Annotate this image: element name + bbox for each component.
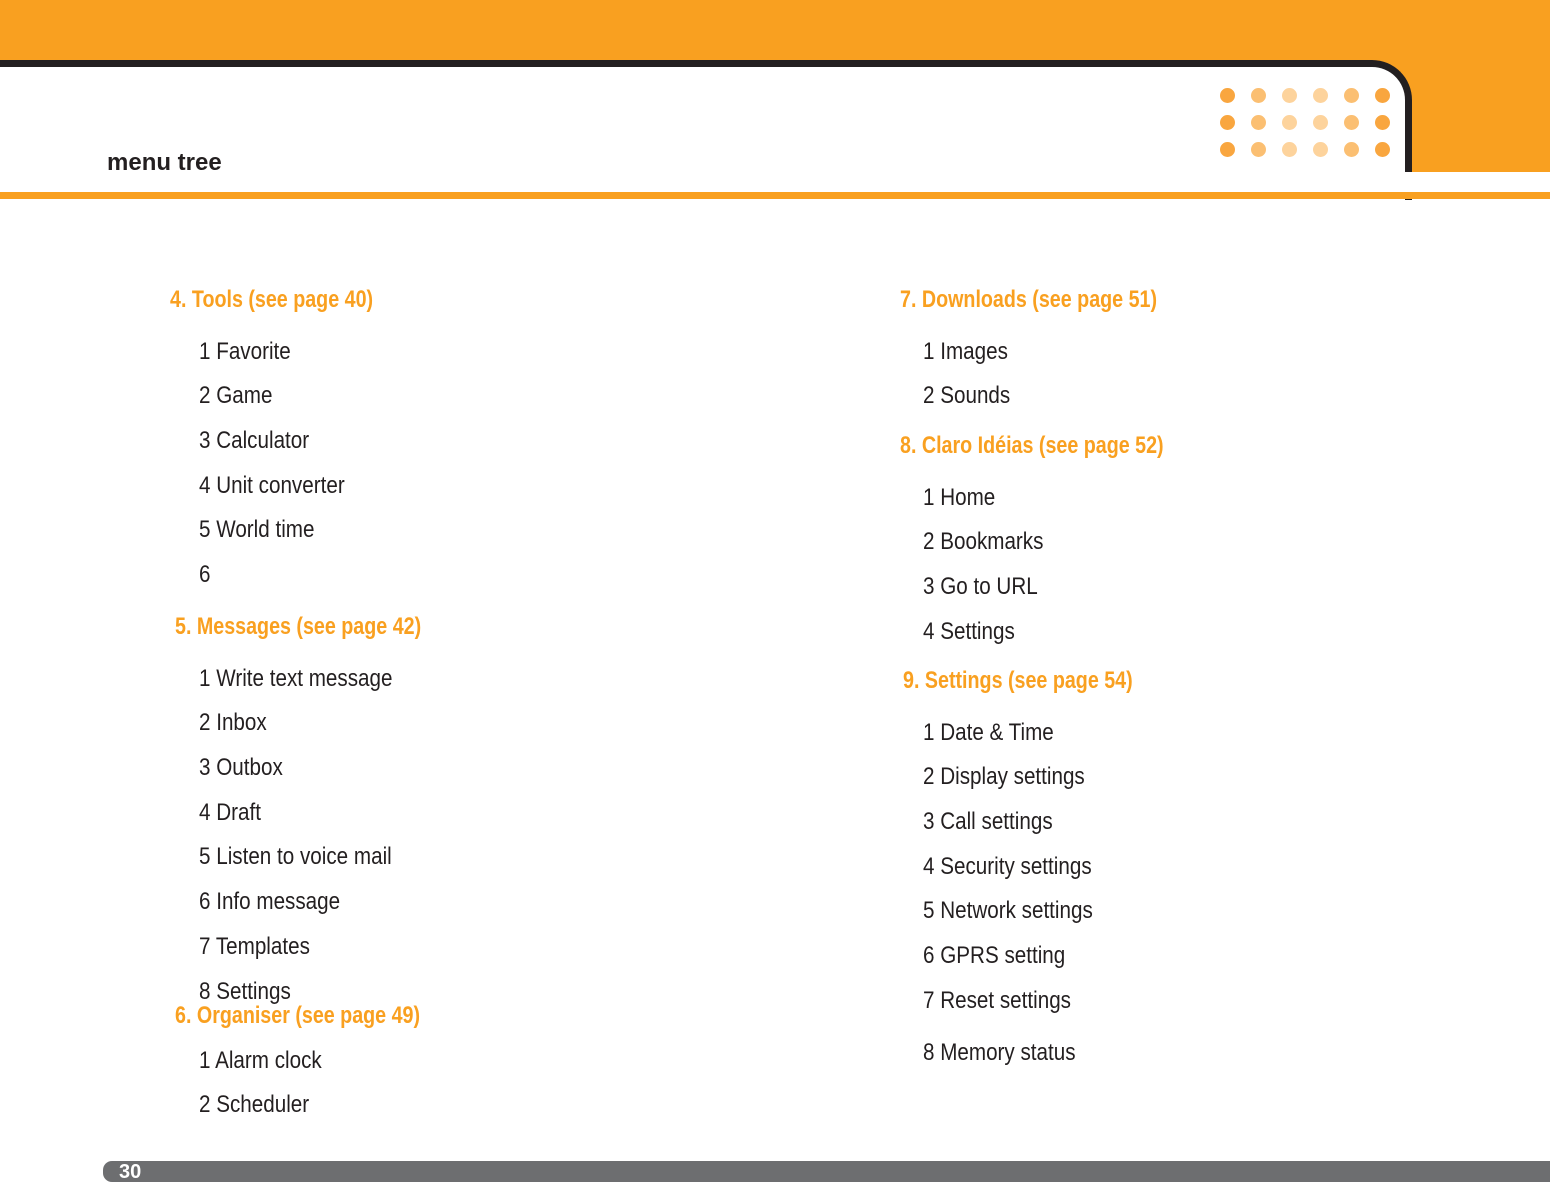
menu-item: 6 (199, 561, 211, 588)
decorative-dot (1344, 142, 1359, 157)
menu-item: 3 Calculator (199, 427, 310, 454)
menu-item: 4 Draft (199, 799, 261, 826)
menu-item: 5 Listen to voice mail (199, 843, 392, 870)
section-heading: 6. Organiser (see page 49) (175, 1002, 421, 1029)
menu-item: 2 Scheduler (199, 1091, 310, 1118)
decorative-dot (1375, 142, 1390, 157)
decorative-dot (1251, 142, 1266, 157)
decorative-dot (1375, 115, 1390, 130)
menu-item: 1 Write text message (199, 665, 393, 692)
menu-item: 6 Info message (199, 888, 341, 915)
decorative-dot (1251, 115, 1266, 130)
menu-item: 8 Memory status (923, 1039, 1076, 1066)
menu-item: 1 Date & Time (923, 719, 1054, 746)
menu-item: 5 World time (199, 516, 315, 543)
decorative-dot (1375, 88, 1390, 103)
decorative-dot (1282, 88, 1297, 103)
section-heading: 4. Tools (see page 40) (170, 286, 374, 313)
section-heading: 8. Claro Idéias (see page 52) (900, 432, 1164, 459)
page-number: 30 (119, 1161, 142, 1183)
decorative-dot (1344, 88, 1359, 103)
menu-item: 1 Images (923, 338, 1008, 365)
menu-item: 6 GPRS setting (923, 942, 1066, 969)
section-heading: 9. Settings (see page 54) (903, 667, 1133, 694)
decorative-dot (1251, 88, 1266, 103)
menu-item: 7 Reset settings (923, 987, 1072, 1014)
decorative-dot (1313, 142, 1328, 157)
menu-item: 5 Network settings (923, 897, 1093, 924)
menu-item: 1 Home (923, 484, 996, 511)
menu-item: 8 Settings (199, 978, 291, 1005)
menu-item: 2 Game (199, 382, 273, 409)
decorative-dot (1282, 115, 1297, 130)
decorative-dot (1220, 115, 1235, 130)
menu-item: 4 Settings (923, 618, 1015, 645)
decorative-dot (1313, 115, 1328, 130)
decorative-dot (1282, 142, 1297, 157)
menu-item: 1 Alarm clock (199, 1047, 322, 1074)
header-panel-base (0, 172, 1550, 192)
header-divider (0, 192, 1550, 199)
menu-item: 7 Templates (199, 933, 310, 960)
section-heading: 7. Downloads (see page 51) (900, 286, 1158, 313)
menu-item: 2 Sounds (923, 382, 1011, 409)
menu-item: 3 Go to URL (923, 573, 1038, 600)
menu-item: 2 Inbox (199, 709, 267, 736)
menu-item: 4 Unit converter (199, 472, 345, 499)
decorative-dot-grid (1220, 88, 1390, 157)
section-heading: 5. Messages (see page 42) (175, 613, 422, 640)
page-title: menu tree (107, 149, 222, 176)
menu-item: 3 Call settings (923, 808, 1053, 835)
menu-item: 3 Outbox (199, 754, 283, 781)
decorative-dot (1313, 88, 1328, 103)
menu-item: 1 Favorite (199, 338, 291, 365)
footer-bar (103, 1161, 1550, 1182)
decorative-dot (1344, 115, 1359, 130)
decorative-dot (1220, 88, 1235, 103)
decorative-dot (1220, 142, 1235, 157)
menu-item: 4 Security settings (923, 853, 1092, 880)
menu-item: 2 Bookmarks (923, 528, 1044, 555)
menu-item: 2 Display settings (923, 763, 1085, 790)
